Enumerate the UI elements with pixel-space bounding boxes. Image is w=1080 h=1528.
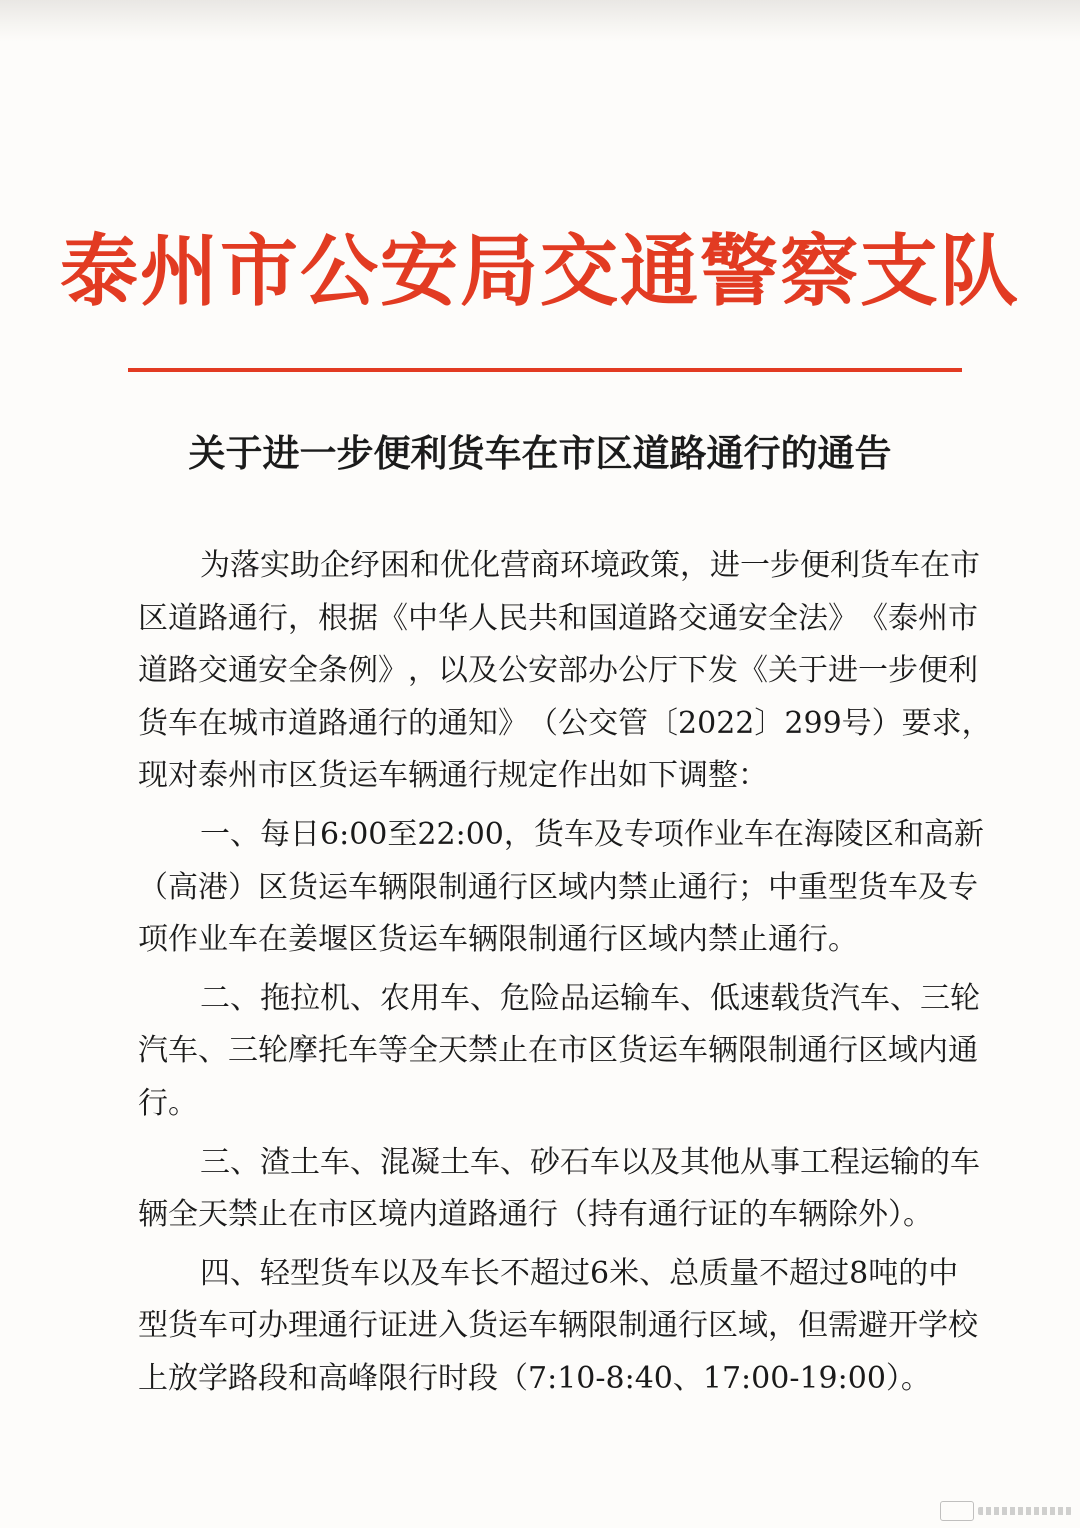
notice-body — [138, 540, 992, 1406]
watermark-logo-bar — [978, 1507, 1072, 1515]
paragraph-5-line-2: 型 货 车 可 办 理 通 行 证 进 入 货 运 车 辆 限 制 通 行 区 域 ， 但 需 避 开 学 校 — [138, 1308, 978, 1344]
issuer-header: 泰州市公安局交通警察支队 — [59, 227, 1020, 317]
notice-title: 关于进一步便利货车在市区道路通行的通告 — [188, 432, 892, 475]
paragraph-1-line-4: 货 车 在 城 市 道 路 通 行 的 通 知 》 （ 公 交 管 〔 2 0 2 2 〕 2 9 9 号 ） 要 求 ， — [138, 705, 992, 741]
watermark-logo-icon — [940, 1501, 974, 1521]
watermark-logo — [940, 1500, 1072, 1522]
scan-top-shadow — [0, 0, 1080, 42]
paragraph-4-line-1: 三 、 渣 土 车 、 混 凝 土 车 、 砂 石 车 以 及 其 他 从 事 工 程 运 输 的 车 — [200, 1144, 980, 1180]
paragraph-2-line-1: 一 、 每 日 6 : 0 0 至 2 2 : 0 0 ， 货 车 及 专 项 作 业 车 在 海 陵 区 和 高 新 — [200, 816, 984, 852]
red-divider-line — [128, 368, 962, 372]
paragraph-4-line-2: 辆全天禁止在市区境内道路通行（持有通行证的车辆除外）。 — [138, 1197, 933, 1233]
paragraph-3-line-3: 行。 — [138, 1085, 198, 1121]
paragraph-1-line-2: 区 道 路 通 行 ， 根 据 《 中 华 人 民 共 和 国 道 路 交 通 安 全 法 》 《 泰 州 市 — [138, 600, 978, 636]
paragraph-5-line-3: 上放学路段和高峰限行时段（7:10-8:40、17:00-19:00）。 — [138, 1360, 931, 1396]
paragraph-3-line-2: 汽 车 、 三 轮 摩 托 车 等 全 天 禁 止 在 市 区 货 运 车 辆 限 制 通 行 区 域 内 通 — [138, 1033, 978, 1069]
paragraph-5-line-1: 四 、 轻 型 货 车 以 及 车 长 不 超 过 6 米 、 总 质 量 不 超 过 8 吨 的 中 — [200, 1255, 959, 1291]
paragraph-1-line-3: 道 路 交 通 安 全 条 例 》 ， 以 及 公 安 部 办 公 厅 下 发 《 关 于 进 一 步 便 利 — [138, 653, 978, 689]
paragraph-3-line-1: 二 、 拖 拉 机 、 农 用 车 、 危 险 品 运 输 车 、 低 速 载 货 汽 车 、 三 轮 — [200, 980, 980, 1016]
paragraph-2-line-3: 项作业车在姜堰区货运车辆限制通行区域内禁止通行。 — [138, 922, 858, 958]
paragraph-1-line-1: 为 落 实 助 企 纾 困 和 优 化 营 商 环 境 政 策 ， 进 一 步 便 利 货 车 在 市 — [200, 548, 980, 583]
paragraph-1-line-5: 现对泰州市区货运车辆通行规定作出如下调整： — [138, 758, 768, 794]
paragraph-2-line-2: （ 高 港 ） 区 货 运 车 辆 限 制 通 行 区 域 内 禁 止 通 行 ； 中 重 型 货 车 及 专 — [138, 869, 978, 905]
